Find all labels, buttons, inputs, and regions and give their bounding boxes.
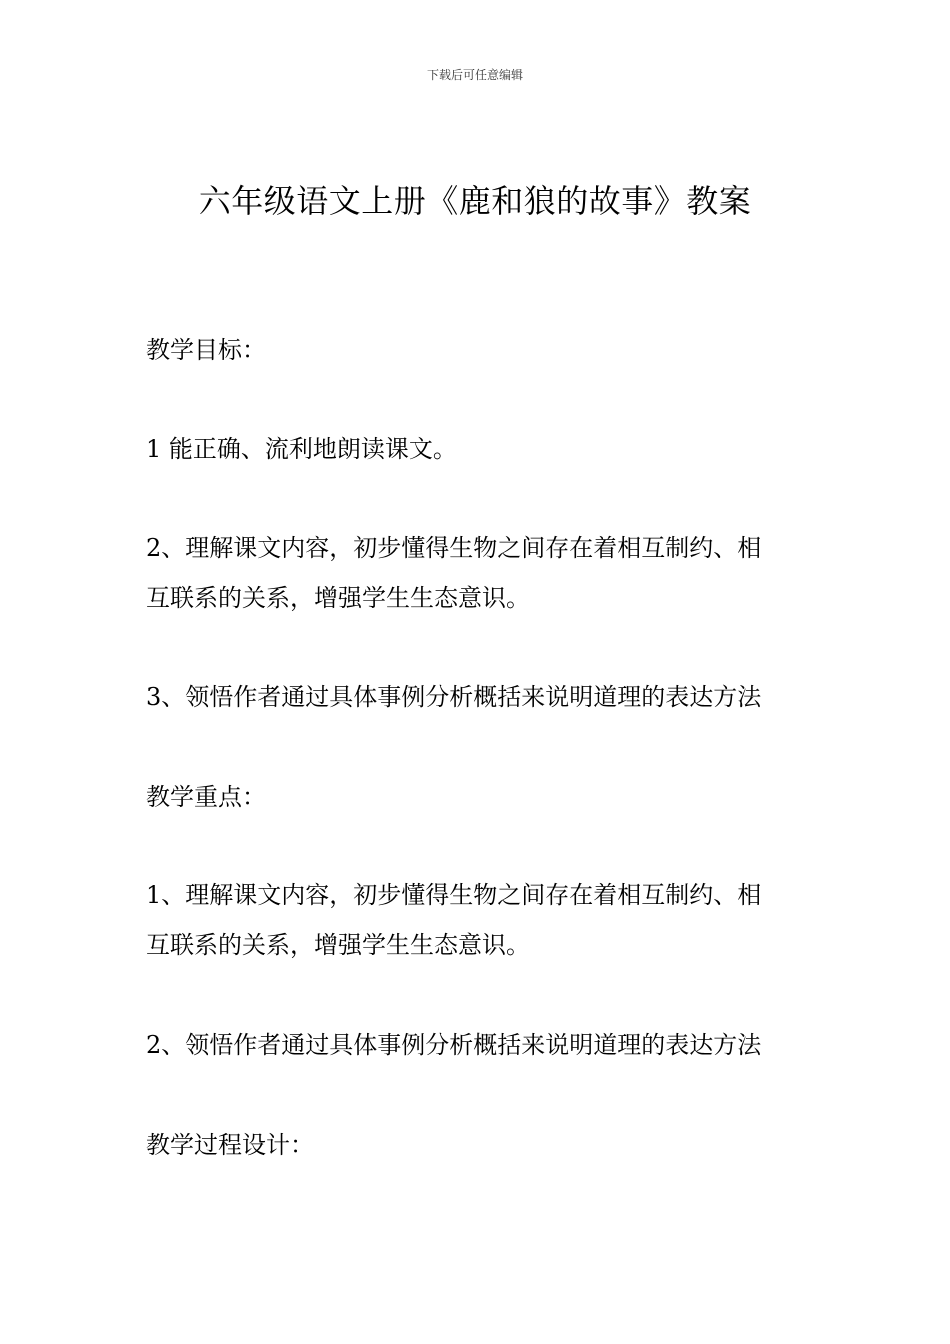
objective-item-2-line-1: 2、理解课文内容，初步懂得生物之间存在着相互制约、相 — [146, 534, 762, 562]
objectives-heading: 教学目标： — [146, 336, 266, 364]
objective-item-2-line-2: 互联系的关系，增强学生生态意识。 — [146, 584, 530, 612]
key-points-heading: 教学重点： — [146, 783, 266, 811]
key-point-item-1-line-1: 1、理解课文内容，初步懂得生物之间存在着相互制约、相 — [146, 881, 762, 909]
objective-item-3: 3、领悟作者通过具体事例分析概括来说明道理的表达方法 — [146, 683, 762, 711]
objective-item-1: 1 能正确、流利地朗读课文。 — [146, 435, 457, 463]
process-heading: 教学过程设计： — [146, 1131, 314, 1159]
document-title: 六年级语文上册《鹿和狼的故事》教案 — [198, 182, 752, 220]
key-point-item-2: 2、领悟作者通过具体事例分析概括来说明道理的表达方法 — [146, 1031, 762, 1059]
header-note: 下载后可任意编辑 — [426, 68, 523, 82]
key-point-item-1-line-2: 互联系的关系，增强学生生态意识。 — [146, 931, 530, 959]
